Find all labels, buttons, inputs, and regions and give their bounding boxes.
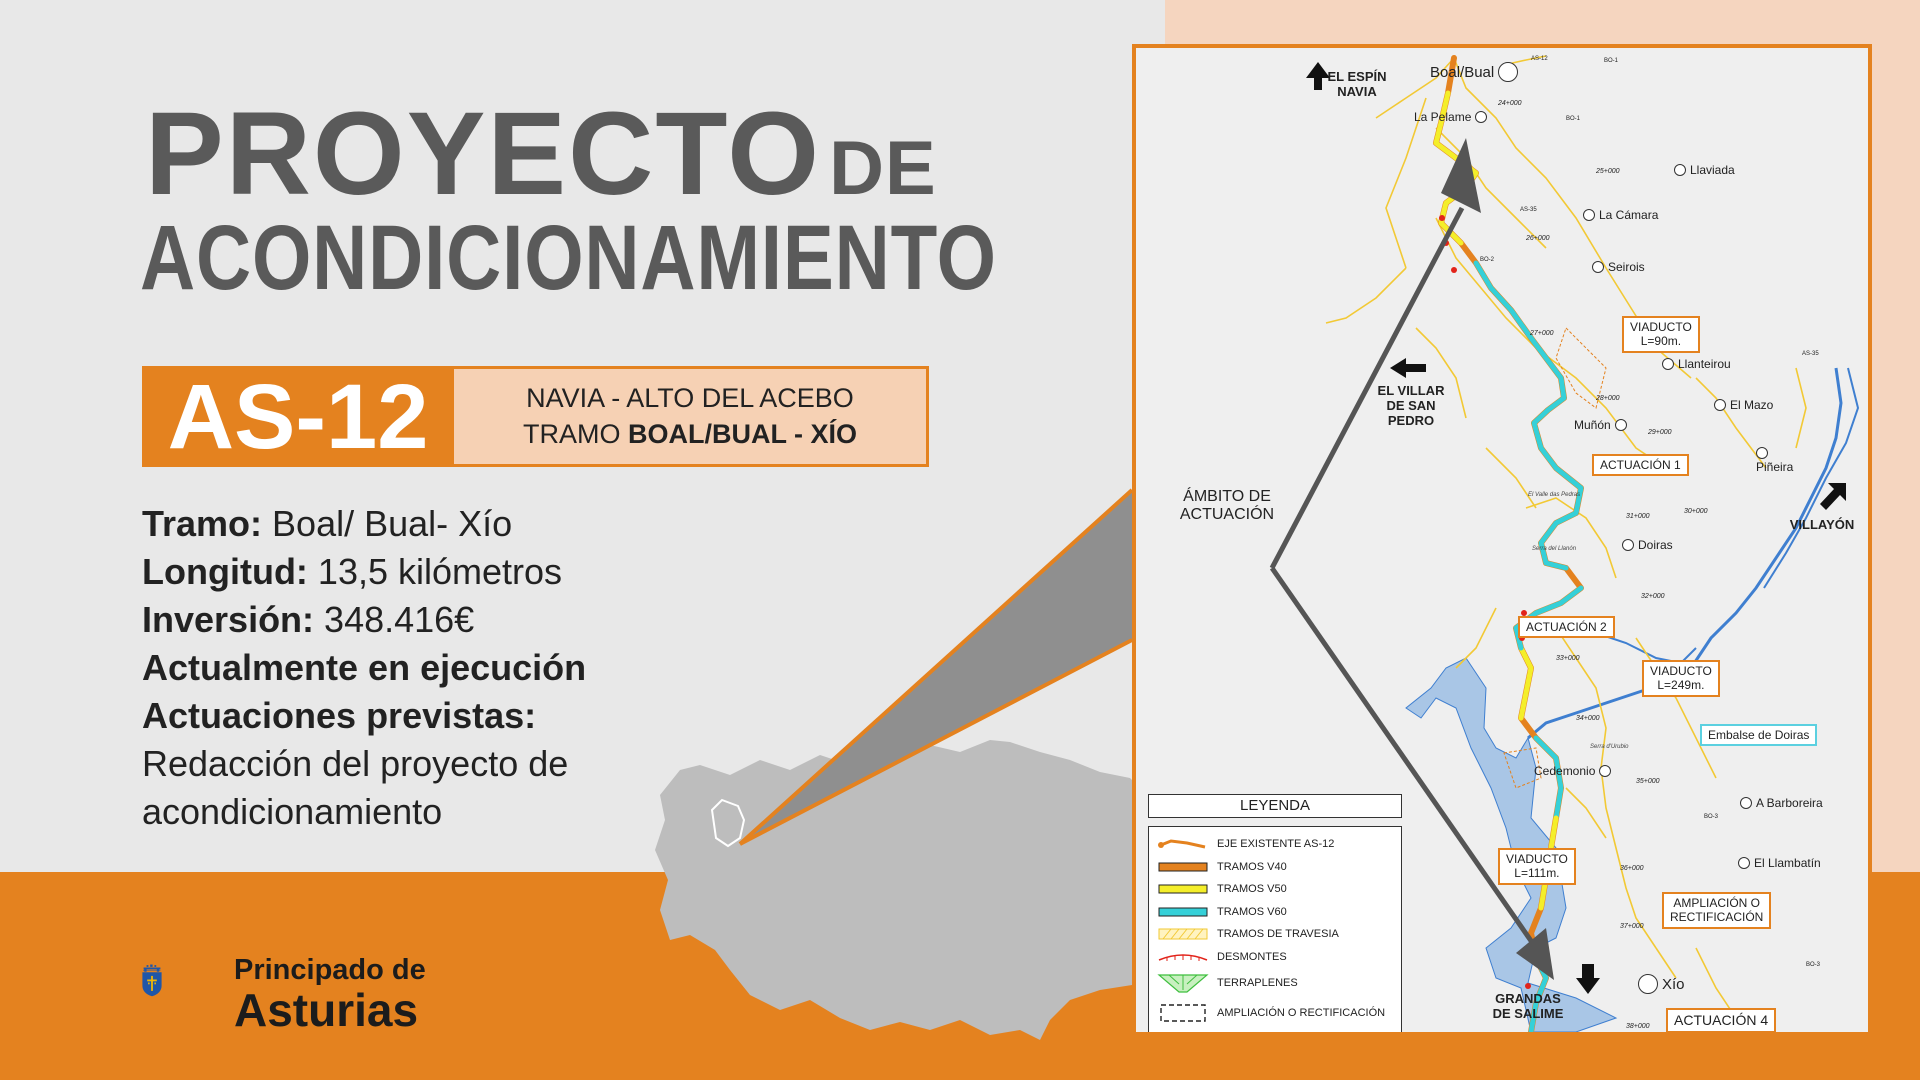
west-direction-label: EL VILLAR DE SAN PEDRO xyxy=(1377,383,1445,428)
place-dot-icon xyxy=(1599,765,1611,777)
place-la-pelame-label: La Pelame xyxy=(1414,110,1472,124)
route-line1: NAVIA - ALTO DEL ACEBO xyxy=(526,383,854,414)
legend-item xyxy=(1157,901,1395,924)
km-36: 36+000 xyxy=(1620,865,1644,872)
place-dot-icon xyxy=(1592,261,1604,273)
legend-label: TERRAPLENES xyxy=(1217,977,1298,989)
info-actuaciones xyxy=(142,692,586,740)
info-inversion-label: Inversión: xyxy=(142,599,315,640)
v50-swatch-icon xyxy=(1157,882,1209,896)
route-line2-bold: BOAL/BUAL - XÍO xyxy=(628,418,857,449)
place-la-camara xyxy=(1583,208,1658,222)
legend-label: EJE EXISTENTE AS-12 xyxy=(1217,838,1335,851)
place-llaviada xyxy=(1674,163,1735,177)
place-dot-icon xyxy=(1662,358,1674,370)
map-legend xyxy=(1148,794,1402,1033)
desmontes-swatch-icon xyxy=(1157,950,1209,964)
place-xio-label: Xío xyxy=(1662,975,1685,993)
legend-item xyxy=(1157,833,1395,856)
info-tramo-label: Tramo: xyxy=(142,503,263,544)
place-dot-icon xyxy=(1714,399,1726,411)
institution-name xyxy=(234,954,426,1036)
place-munon-label: Muñón xyxy=(1574,418,1611,432)
legend-label: TRAMOS V50 xyxy=(1217,883,1287,896)
info-actuaciones-line1: Redacción del proyecto de xyxy=(142,743,569,784)
page-title-line2: ACONDICIONAMIENTO xyxy=(140,207,997,309)
place-boal-label: Boal/Bual xyxy=(1430,63,1495,81)
road-label-as35b: AS-35 xyxy=(1802,351,1819,357)
place-doiras-label: Doiras xyxy=(1638,538,1673,552)
legend-item xyxy=(1157,998,1395,1028)
arrow-down-icon xyxy=(1576,964,1600,994)
route-description-box xyxy=(454,366,929,467)
legend-label: TRAMOS V60 xyxy=(1217,905,1287,918)
legend-items xyxy=(1148,826,1402,1033)
place-seirois xyxy=(1592,260,1645,274)
road-label-bo1a: BO-1 xyxy=(1604,58,1619,64)
place-el-mazo xyxy=(1714,398,1773,412)
place-seirois-label: Seirois xyxy=(1608,260,1645,274)
project-info xyxy=(142,500,586,836)
legend-label: TRAMOS V40 xyxy=(1217,860,1287,873)
tag-viaducto-1: VIADUCTO L=90m. xyxy=(1622,316,1700,353)
place-munon xyxy=(1574,418,1627,432)
place-llanteirou-label: Llanteirou xyxy=(1678,357,1731,371)
legend-item xyxy=(1157,856,1395,879)
existing-axis-swatch-icon xyxy=(1157,837,1209,851)
page-title-line1 xyxy=(145,88,937,220)
title-proyecto: PROYECTO xyxy=(145,88,822,220)
info-longitud-label: Longitud: xyxy=(142,551,308,592)
km-31: 31+000 xyxy=(1626,513,1650,520)
place-cedemonio-label: Cedemonio xyxy=(1534,764,1596,778)
place-llanteirou xyxy=(1662,357,1731,371)
place-a-barboreira-label: A Barboreira xyxy=(1756,796,1823,810)
km-34: 34+000 xyxy=(1576,715,1600,722)
scope-label: ÁMBITO DE ACTUACIÓN xyxy=(1179,488,1275,524)
place-dot-icon xyxy=(1615,419,1627,431)
info-estado-text: Actualmente en ejecución xyxy=(142,647,587,688)
km-37: 37+000 xyxy=(1620,923,1644,930)
road-code-badge: AS-12 xyxy=(142,366,454,467)
area-serra-urubio: Serra d'Urubio xyxy=(1590,744,1629,750)
km-30: 30+000 xyxy=(1684,508,1708,515)
terraplenes-swatch-icon xyxy=(1157,972,1209,994)
km-29: 29+000 xyxy=(1648,429,1672,436)
road-label-as12: AS-12 xyxy=(1531,56,1548,62)
place-a-barboreira xyxy=(1740,796,1823,810)
info-tramo-value: Boal/ Bual- Xío xyxy=(262,503,513,544)
place-pineira-label: Piñeira xyxy=(1756,460,1794,474)
place-dot-icon xyxy=(1583,209,1595,221)
km-26: 26+000 xyxy=(1526,235,1550,242)
as12-v60-c xyxy=(1536,738,1561,818)
info-estado xyxy=(142,644,586,692)
legend-item xyxy=(1157,946,1395,969)
legend-item xyxy=(1157,968,1395,998)
info-longitud-value: 13,5 kilómetros xyxy=(307,551,563,592)
km-33: 33+000 xyxy=(1556,655,1580,662)
km-28: 28+000 xyxy=(1596,395,1620,402)
title-de: DE xyxy=(829,126,937,211)
legend-item xyxy=(1157,923,1395,946)
road-label-as35a: AS-35 xyxy=(1520,207,1537,213)
place-cedemonio xyxy=(1534,764,1611,778)
road-label-bo1b: BO-1 xyxy=(1566,116,1581,122)
place-boal xyxy=(1430,62,1518,82)
tag-actuacion-1: ACTUACIÓN 1 xyxy=(1592,454,1689,476)
legend-title: LEYENDA xyxy=(1148,794,1402,818)
travesia-swatch-icon xyxy=(1157,927,1209,941)
km-25: 25+000 xyxy=(1596,168,1620,175)
v40-swatch-icon xyxy=(1157,860,1209,874)
info-inversion xyxy=(142,596,586,644)
area-serra-llanon: Serra del Llanón xyxy=(1532,546,1577,552)
road-label-bo2: BO-2 xyxy=(1480,257,1495,263)
north-direction-label: EL ESPÍN NAVIA xyxy=(1327,69,1387,99)
info-inversion-value: 348.416€ xyxy=(314,599,475,640)
tag-actuacion-4: ACTUACIÓN 4 xyxy=(1666,1008,1776,1033)
route-line2 xyxy=(523,417,857,452)
km-38: 38+000 xyxy=(1626,1023,1650,1030)
place-dot-icon xyxy=(1756,447,1768,459)
km-32: 32+000 xyxy=(1641,593,1665,600)
tag-embalse: Embalse de Doiras xyxy=(1700,724,1817,746)
place-el-llambatin xyxy=(1738,856,1821,870)
legend-item xyxy=(1157,878,1395,901)
info-actuaciones-line2: acondicionamiento xyxy=(142,791,443,832)
place-dot-icon xyxy=(1622,539,1634,551)
legend-label: AMPLIACIÓN O RECTIFICACIÓN xyxy=(1217,1007,1386,1019)
place-dot-icon xyxy=(1738,857,1750,869)
legend-label: TRAMOS DE TRAVESIA xyxy=(1217,928,1339,941)
info-tramo xyxy=(142,500,586,548)
route-line2-prefix: TRAMO xyxy=(523,418,628,449)
area-valle: El Valle das Pedras xyxy=(1528,492,1581,498)
place-dot-icon xyxy=(1498,62,1518,82)
east-direction-label: VILLAYÓN xyxy=(1789,517,1855,532)
as12-v60-a xyxy=(1476,263,1581,568)
arrow-left-icon xyxy=(1390,358,1426,378)
ampliacion-swatch-icon xyxy=(1157,1002,1209,1024)
road-label-bo3b: BO-3 xyxy=(1806,962,1821,968)
route-map-panel xyxy=(1132,44,1872,1036)
place-dot-icon xyxy=(1638,974,1658,994)
place-la-pelame xyxy=(1414,110,1487,124)
info-longitud xyxy=(142,548,586,596)
info-actuaciones-label: Actuaciones previstas: xyxy=(142,695,537,736)
legend-label: DESMONTES xyxy=(1217,950,1287,963)
road-label-bo3a: BO-3 xyxy=(1704,814,1719,820)
place-doiras xyxy=(1622,538,1673,552)
km-24: 24+000 xyxy=(1498,100,1522,107)
v60-swatch-icon xyxy=(1157,905,1209,919)
place-xio xyxy=(1638,974,1685,994)
tag-actuacion-2: ACTUACIÓN 2 xyxy=(1518,616,1615,638)
place-llaviada-label: Llaviada xyxy=(1690,163,1735,177)
km-35: 35+000 xyxy=(1636,778,1660,785)
place-dot-icon xyxy=(1740,797,1752,809)
institution-line2: Asturias xyxy=(234,984,419,1036)
south-direction-label: GRANDAS DE SALIME xyxy=(1492,991,1564,1021)
arrow-upright-icon xyxy=(1820,483,1846,510)
tag-viaducto-3: VIADUCTO L=111m. xyxy=(1498,848,1576,885)
place-dot-icon xyxy=(1475,111,1487,123)
place-el-mazo-label: El Mazo xyxy=(1730,398,1774,412)
asturias-coat-of-arms-icon xyxy=(140,926,230,1036)
place-pineira xyxy=(1756,447,1793,474)
tag-viaducto-2: VIADUCTO L=249m. xyxy=(1642,660,1720,697)
tag-ampliacion: AMPLIACIÓN O RECTIFICACIÓN xyxy=(1662,892,1771,929)
institution-line1: Principado de xyxy=(234,954,426,986)
km-27: 27+000 xyxy=(1530,330,1554,337)
place-el-llambatin-label: El Llambatín xyxy=(1754,856,1821,870)
place-dot-icon xyxy=(1674,164,1686,176)
place-la-camara-label: La Cámara xyxy=(1599,208,1659,222)
